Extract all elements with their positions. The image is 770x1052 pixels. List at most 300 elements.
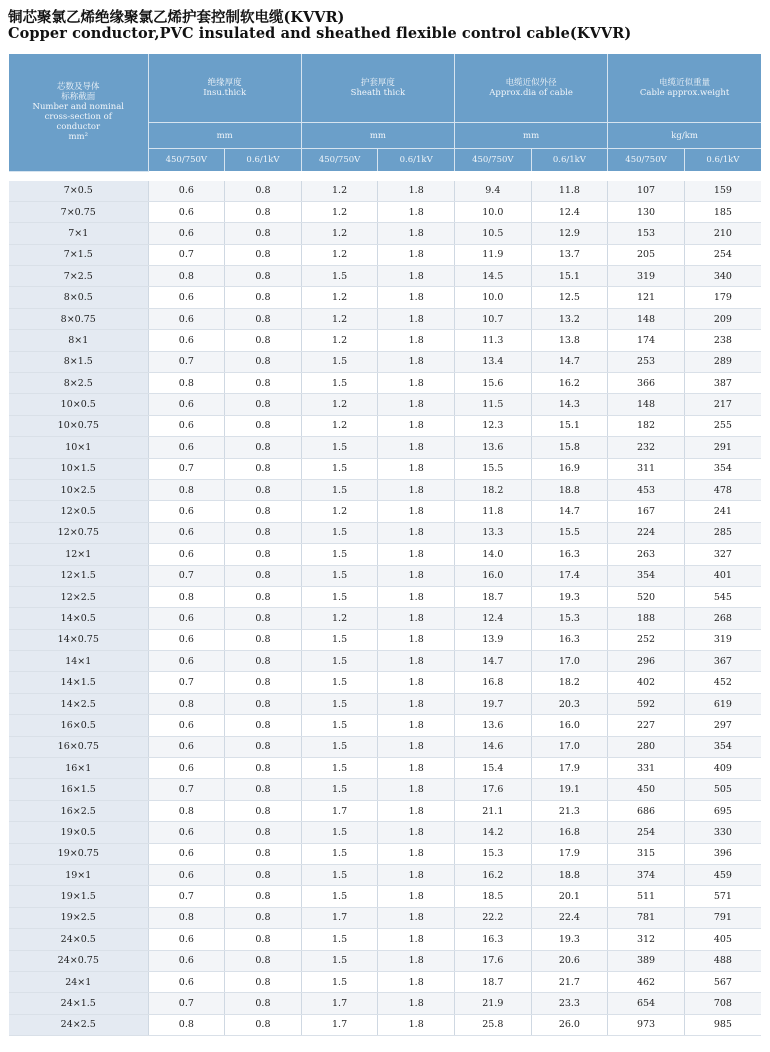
table-cell: 0.8: [225, 522, 302, 543]
table-row: [9, 907, 761, 928]
table-cell: 10.0: [455, 201, 532, 222]
cell-core-spec: 16×2.5: [9, 800, 148, 821]
table-cell: 1.2: [301, 330, 378, 351]
table-cell: 12.4: [455, 608, 532, 629]
table-cell: 1.8: [378, 822, 455, 843]
table-cell: 1.7: [301, 907, 378, 928]
table-cell: 0.6: [148, 287, 225, 308]
header-group-en: Insu.thick: [203, 88, 247, 98]
spec-table: [9, 54, 761, 1036]
table-row: [9, 181, 761, 202]
table-cell: 396: [684, 843, 761, 864]
table-cell: 14.0: [455, 544, 532, 565]
table-row: [9, 437, 761, 458]
table-cell: 0.7: [148, 672, 225, 693]
table-row: [9, 800, 761, 821]
table-cell: 0.6: [148, 715, 225, 736]
cell-core-spec: 8×1: [9, 330, 148, 351]
table-cell: 1.8: [378, 608, 455, 629]
header-sheath-thickness: [301, 54, 454, 123]
table-cell: 0.8: [225, 501, 302, 522]
table-cell: 1.5: [301, 822, 378, 843]
table-cell: 511: [608, 886, 685, 907]
table-cell: 254: [684, 244, 761, 265]
table-cell: 0.6: [148, 201, 225, 222]
table-cell: 0.6: [148, 330, 225, 351]
table-cell: 21.9: [455, 993, 532, 1014]
table-cell: 1.8: [378, 629, 455, 650]
header-group-en: Sheath thick: [350, 88, 406, 98]
table-cell: 1.5: [301, 629, 378, 650]
cell-core-spec: 19×1: [9, 865, 148, 886]
table-cell: 14.7: [531, 351, 608, 372]
table-cell: 367: [684, 651, 761, 672]
table-cell: 520: [608, 586, 685, 607]
table-cell: 571: [684, 886, 761, 907]
table-row: [9, 287, 761, 308]
cell-core-spec: 10×1.5: [9, 458, 148, 479]
header-voltage: 450/750V: [148, 149, 225, 172]
table-cell: 505: [684, 779, 761, 800]
table-cell: 0.6: [148, 437, 225, 458]
table-cell: 1.2: [301, 201, 378, 222]
table-cell: 0.8: [225, 586, 302, 607]
table-cell: 18.2: [531, 672, 608, 693]
table-cell: 1.5: [301, 929, 378, 950]
cell-core-spec: 24×0.75: [9, 950, 148, 971]
table-cell: 1.8: [378, 201, 455, 222]
cell-core-spec: 14×0.5: [9, 608, 148, 629]
table-cell: 330: [684, 822, 761, 843]
table-cell: 13.8: [531, 330, 608, 351]
table-cell: 453: [608, 479, 685, 500]
table-cell: 19.3: [531, 929, 608, 950]
table-cell: 452: [684, 672, 761, 693]
table-cell: 174: [608, 330, 685, 351]
table-cell: 17.9: [531, 843, 608, 864]
cell-core-spec: 14×1: [9, 651, 148, 672]
table-cell: 1.7: [301, 800, 378, 821]
table-cell: 188: [608, 608, 685, 629]
table-cell: 0.8: [225, 865, 302, 886]
table-cell: 1.8: [378, 779, 455, 800]
cell-core-spec: 12×0.5: [9, 501, 148, 522]
table-cell: 13.3: [455, 522, 532, 543]
header-unit: mm: [455, 123, 608, 149]
cell-core-spec: 12×1.5: [9, 565, 148, 586]
table-cell: 0.8: [148, 800, 225, 821]
table-cell: 1.8: [378, 993, 455, 1014]
table-cell: 10.0: [455, 287, 532, 308]
table-cell: 1.8: [378, 565, 455, 586]
table-cell: 18.8: [531, 479, 608, 500]
cell-core-spec: 10×0.5: [9, 394, 148, 415]
table-row: [9, 971, 761, 992]
cell-core-spec: 7×2.5: [9, 266, 148, 287]
table-row: [9, 950, 761, 971]
table-row: [9, 843, 761, 864]
table-cell: 567: [684, 971, 761, 992]
table-cell: 0.6: [148, 758, 225, 779]
header-voltage: 450/750V: [455, 149, 532, 172]
table-cell: 1.5: [301, 971, 378, 992]
cell-core-spec: 8×0.75: [9, 308, 148, 329]
table-cell: 686: [608, 800, 685, 821]
table-cell: 0.8: [225, 971, 302, 992]
table-cell: 0.6: [148, 843, 225, 864]
table-row: [9, 394, 761, 415]
table-cell: 1.8: [378, 971, 455, 992]
table-cell: 296: [608, 651, 685, 672]
table-cell: 0.8: [225, 629, 302, 650]
table-cell: 1.2: [301, 394, 378, 415]
table-cell: 17.9: [531, 758, 608, 779]
table-cell: 0.8: [148, 586, 225, 607]
table-cell: 592: [608, 693, 685, 714]
header-unit: kg/km: [608, 123, 761, 149]
table-cell: 389: [608, 950, 685, 971]
header-gap: [9, 171, 761, 181]
table-cell: 973: [608, 1014, 685, 1035]
table-cell: 1.8: [378, 865, 455, 886]
header-group-en: Approx.dia of cable: [489, 88, 573, 98]
table-cell: 374: [608, 865, 685, 886]
table-cell: 255: [684, 415, 761, 436]
table-cell: 167: [608, 501, 685, 522]
table-cell: 1.5: [301, 758, 378, 779]
table-cell: 708: [684, 993, 761, 1014]
table-row: [9, 479, 761, 500]
table-cell: 217: [684, 394, 761, 415]
table-cell: 0.8: [225, 308, 302, 329]
table-cell: 10.7: [455, 308, 532, 329]
table-cell: 311: [608, 458, 685, 479]
cell-core-spec: 19×1.5: [9, 886, 148, 907]
table-row: [9, 736, 761, 757]
table-row: [9, 608, 761, 629]
table-cell: 14.6: [455, 736, 532, 757]
table-cell: 1.8: [378, 351, 455, 372]
cell-core-spec: 7×1: [9, 223, 148, 244]
table-cell: 1.8: [378, 458, 455, 479]
table-cell: 1.8: [378, 886, 455, 907]
table-cell: 354: [684, 736, 761, 757]
header-unit: mm: [301, 123, 454, 149]
table-cell: 0.7: [148, 993, 225, 1014]
table-row: [9, 993, 761, 1014]
table-cell: 0.8: [148, 1014, 225, 1035]
table-cell: 26.0: [531, 1014, 608, 1035]
table-cell: 15.4: [455, 758, 532, 779]
table-cell: 401: [684, 565, 761, 586]
title-english: Copper conductor,PVC insulated and sheathed flexible control cable(KVVR): [8, 25, 632, 42]
table-row: [9, 586, 761, 607]
table-row: [9, 244, 761, 265]
table-cell: 20.3: [531, 693, 608, 714]
table-cell: 16.8: [531, 822, 608, 843]
table-cell: 11.8: [455, 501, 532, 522]
cell-core-spec: 8×0.5: [9, 287, 148, 308]
table-cell: 985: [684, 1014, 761, 1035]
table-cell: 1.7: [301, 993, 378, 1014]
table-cell: 0.6: [148, 822, 225, 843]
table-cell: 17.0: [531, 651, 608, 672]
cell-core-spec: 19×0.5: [9, 822, 148, 843]
table-row: [9, 758, 761, 779]
table-cell: 695: [684, 800, 761, 821]
table-row: [9, 651, 761, 672]
table-cell: 253: [608, 351, 685, 372]
table-body: [9, 181, 761, 1036]
table-cell: 1.8: [378, 394, 455, 415]
cell-core-spec: 24×1: [9, 971, 148, 992]
table-cell: 285: [684, 522, 761, 543]
table-cell: 0.6: [148, 522, 225, 543]
table-cell: 366: [608, 373, 685, 394]
table-cell: 0.7: [148, 565, 225, 586]
table-cell: 0.8: [225, 330, 302, 351]
table-cell: 148: [608, 394, 685, 415]
table-cell: 0.8: [225, 1014, 302, 1035]
table-cell: 18.8: [531, 865, 608, 886]
table-cell: 1.2: [301, 608, 378, 629]
table-cell: 0.6: [148, 415, 225, 436]
table-cell: 254: [608, 822, 685, 843]
cell-core-spec: 8×2.5: [9, 373, 148, 394]
table-cell: 1.5: [301, 351, 378, 372]
table-cell: 13.7: [531, 244, 608, 265]
table-cell: 0.8: [225, 181, 302, 202]
table-cell: 1.2: [301, 244, 378, 265]
table-cell: 0.8: [225, 843, 302, 864]
table-cell: 0.8: [148, 373, 225, 394]
table-row: [9, 693, 761, 714]
table-cell: 18.7: [455, 586, 532, 607]
table-cell: 462: [608, 971, 685, 992]
table-cell: 0.7: [148, 244, 225, 265]
table-row: [9, 565, 761, 586]
table-cell: 15.8: [531, 437, 608, 458]
table-row: [9, 501, 761, 522]
header-cores-zh-1: 芯数及导体: [57, 82, 100, 93]
cell-core-spec: 7×0.5: [9, 181, 148, 202]
table-cell: 179: [684, 287, 761, 308]
table-cell: 15.5: [455, 458, 532, 479]
table-cell: 11.3: [455, 330, 532, 351]
table-cell: 0.8: [148, 693, 225, 714]
table-cell: 0.8: [225, 993, 302, 1014]
table-cell: 1.5: [301, 715, 378, 736]
table-cell: 1.5: [301, 373, 378, 394]
table-cell: 15.6: [455, 373, 532, 394]
cell-core-spec: 10×2.5: [9, 479, 148, 500]
table-cell: 17.4: [531, 565, 608, 586]
table-cell: 0.8: [225, 201, 302, 222]
table-cell: 0.8: [225, 373, 302, 394]
table-cell: 0.8: [225, 565, 302, 586]
table-cell: 1.8: [378, 736, 455, 757]
table-cell: 0.8: [225, 458, 302, 479]
table-cell: 21.3: [531, 800, 608, 821]
table-cell: 0.6: [148, 181, 225, 202]
table-cell: 182: [608, 415, 685, 436]
table-cell: 0.8: [225, 886, 302, 907]
header-voltage: 0.6/1kV: [225, 149, 302, 172]
cell-core-spec: 24×1.5: [9, 993, 148, 1014]
header-voltage: 0.6/1kV: [684, 149, 761, 172]
table-cell: 1.2: [301, 223, 378, 244]
table-cell: 1.5: [301, 544, 378, 565]
cell-core-spec: 24×0.5: [9, 929, 148, 950]
table-cell: 22.4: [531, 907, 608, 928]
table-cell: 1.5: [301, 522, 378, 543]
table-cell: 340: [684, 266, 761, 287]
table-cell: 1.5: [301, 651, 378, 672]
table-cell: 12.5: [531, 287, 608, 308]
table-cell: 16.2: [531, 373, 608, 394]
table-row: [9, 522, 761, 543]
table-cell: 0.6: [148, 608, 225, 629]
table-cell: 268: [684, 608, 761, 629]
table-cell: 12.3: [455, 415, 532, 436]
table-cell: 0.8: [225, 758, 302, 779]
table-cell: 17.0: [531, 736, 608, 757]
table-cell: 12.9: [531, 223, 608, 244]
table-cell: 227: [608, 715, 685, 736]
table-cell: 1.2: [301, 501, 378, 522]
table-row: [9, 886, 761, 907]
table-cell: 0.7: [148, 351, 225, 372]
table-cell: 14.5: [455, 266, 532, 287]
table-cell: 20.1: [531, 886, 608, 907]
table-cell: 0.8: [225, 736, 302, 757]
table-cell: 619: [684, 693, 761, 714]
table-cell: 280: [608, 736, 685, 757]
table-row: [9, 929, 761, 950]
table-cell: 23.3: [531, 993, 608, 1014]
table-cell: 210: [684, 223, 761, 244]
table-cell: 0.8: [225, 950, 302, 971]
table-cell: 1.5: [301, 586, 378, 607]
table-cell: 289: [684, 351, 761, 372]
table-row: [9, 672, 761, 693]
table-cell: 241: [684, 501, 761, 522]
table-cell: 18.5: [455, 886, 532, 907]
table-cell: 13.9: [455, 629, 532, 650]
table-cell: 121: [608, 287, 685, 308]
table-cell: 185: [684, 201, 761, 222]
table-cell: 15.3: [455, 843, 532, 864]
table-cell: 405: [684, 929, 761, 950]
table-cell: 0.6: [148, 501, 225, 522]
table-cell: 312: [608, 929, 685, 950]
table-cell: 1.2: [301, 287, 378, 308]
table-cell: 545: [684, 586, 761, 607]
table-cell: 1.2: [301, 415, 378, 436]
table-cell: 1.8: [378, 1014, 455, 1035]
table-cell: 791: [684, 907, 761, 928]
table-cell: 1.2: [301, 181, 378, 202]
table-cell: 327: [684, 544, 761, 565]
table-row: [9, 330, 761, 351]
table-row: [9, 865, 761, 886]
table-cell: 1.8: [378, 843, 455, 864]
table-cell: 14.7: [455, 651, 532, 672]
cell-core-spec: 16×0.5: [9, 715, 148, 736]
table-cell: 252: [608, 629, 685, 650]
table-cell: 1.5: [301, 886, 378, 907]
title-chinese: 铜芯聚氯乙烯绝缘聚氯乙烯护套控制软电缆(KVVR): [8, 9, 345, 26]
cell-core-spec: 19×0.75: [9, 843, 148, 864]
table-cell: 0.8: [225, 693, 302, 714]
table-cell: 19.1: [531, 779, 608, 800]
table-cell: 1.2: [301, 308, 378, 329]
table-cell: 0.6: [148, 865, 225, 886]
table-cell: 0.6: [148, 929, 225, 950]
table-cell: 11.8: [531, 181, 608, 202]
table-cell: 19.7: [455, 693, 532, 714]
table-cell: 297: [684, 715, 761, 736]
table-cell: 450: [608, 779, 685, 800]
table-cell: 15.5: [531, 522, 608, 543]
table-row: [9, 629, 761, 650]
table-cell: 0.8: [148, 479, 225, 500]
table-cell: 13.6: [455, 437, 532, 458]
table-cell: 0.8: [225, 544, 302, 565]
table-cell: 781: [608, 907, 685, 928]
table-cell: 1.8: [378, 415, 455, 436]
table-cell: 0.8: [225, 479, 302, 500]
table-cell: 0.8: [225, 437, 302, 458]
table-cell: 1.8: [378, 758, 455, 779]
table-cell: 15.1: [531, 415, 608, 436]
table-cell: 0.8: [225, 779, 302, 800]
header-voltage: 450/750V: [301, 149, 378, 172]
table-row: [9, 223, 761, 244]
table-cell: 0.6: [148, 394, 225, 415]
table-cell: 1.5: [301, 672, 378, 693]
table-cell: 0.8: [225, 822, 302, 843]
table-row: [9, 266, 761, 287]
header-approx-diameter: [455, 54, 608, 123]
table-row: [9, 715, 761, 736]
table-cell: 1.8: [378, 266, 455, 287]
table-cell: 9.4: [455, 181, 532, 202]
table-row: [9, 415, 761, 436]
table-cell: 1.8: [378, 651, 455, 672]
table-cell: 1.7: [301, 1014, 378, 1035]
cell-core-spec: 8×1.5: [9, 351, 148, 372]
header-group-en: Cable approx.weight: [639, 88, 730, 98]
table-cell: 13.6: [455, 715, 532, 736]
header-group-zh: 电缆近似外径: [505, 78, 557, 88]
table-cell: 1.5: [301, 950, 378, 971]
table-cell: 20.6: [531, 950, 608, 971]
table-cell: 0.6: [148, 950, 225, 971]
header-voltage: 450/750V: [608, 149, 685, 172]
table-row: [9, 201, 761, 222]
table-cell: 1.8: [378, 244, 455, 265]
table-cell: 1.8: [378, 800, 455, 821]
table-cell: 1.5: [301, 565, 378, 586]
table-cell: 11.9: [455, 244, 532, 265]
table-header: [9, 54, 761, 171]
table-cell: 0.8: [225, 907, 302, 928]
table-cell: 107: [608, 181, 685, 202]
table-cell: 18.2: [455, 479, 532, 500]
header-cores-section: [9, 54, 148, 171]
header-cores-en-3: conductor: [56, 122, 101, 133]
